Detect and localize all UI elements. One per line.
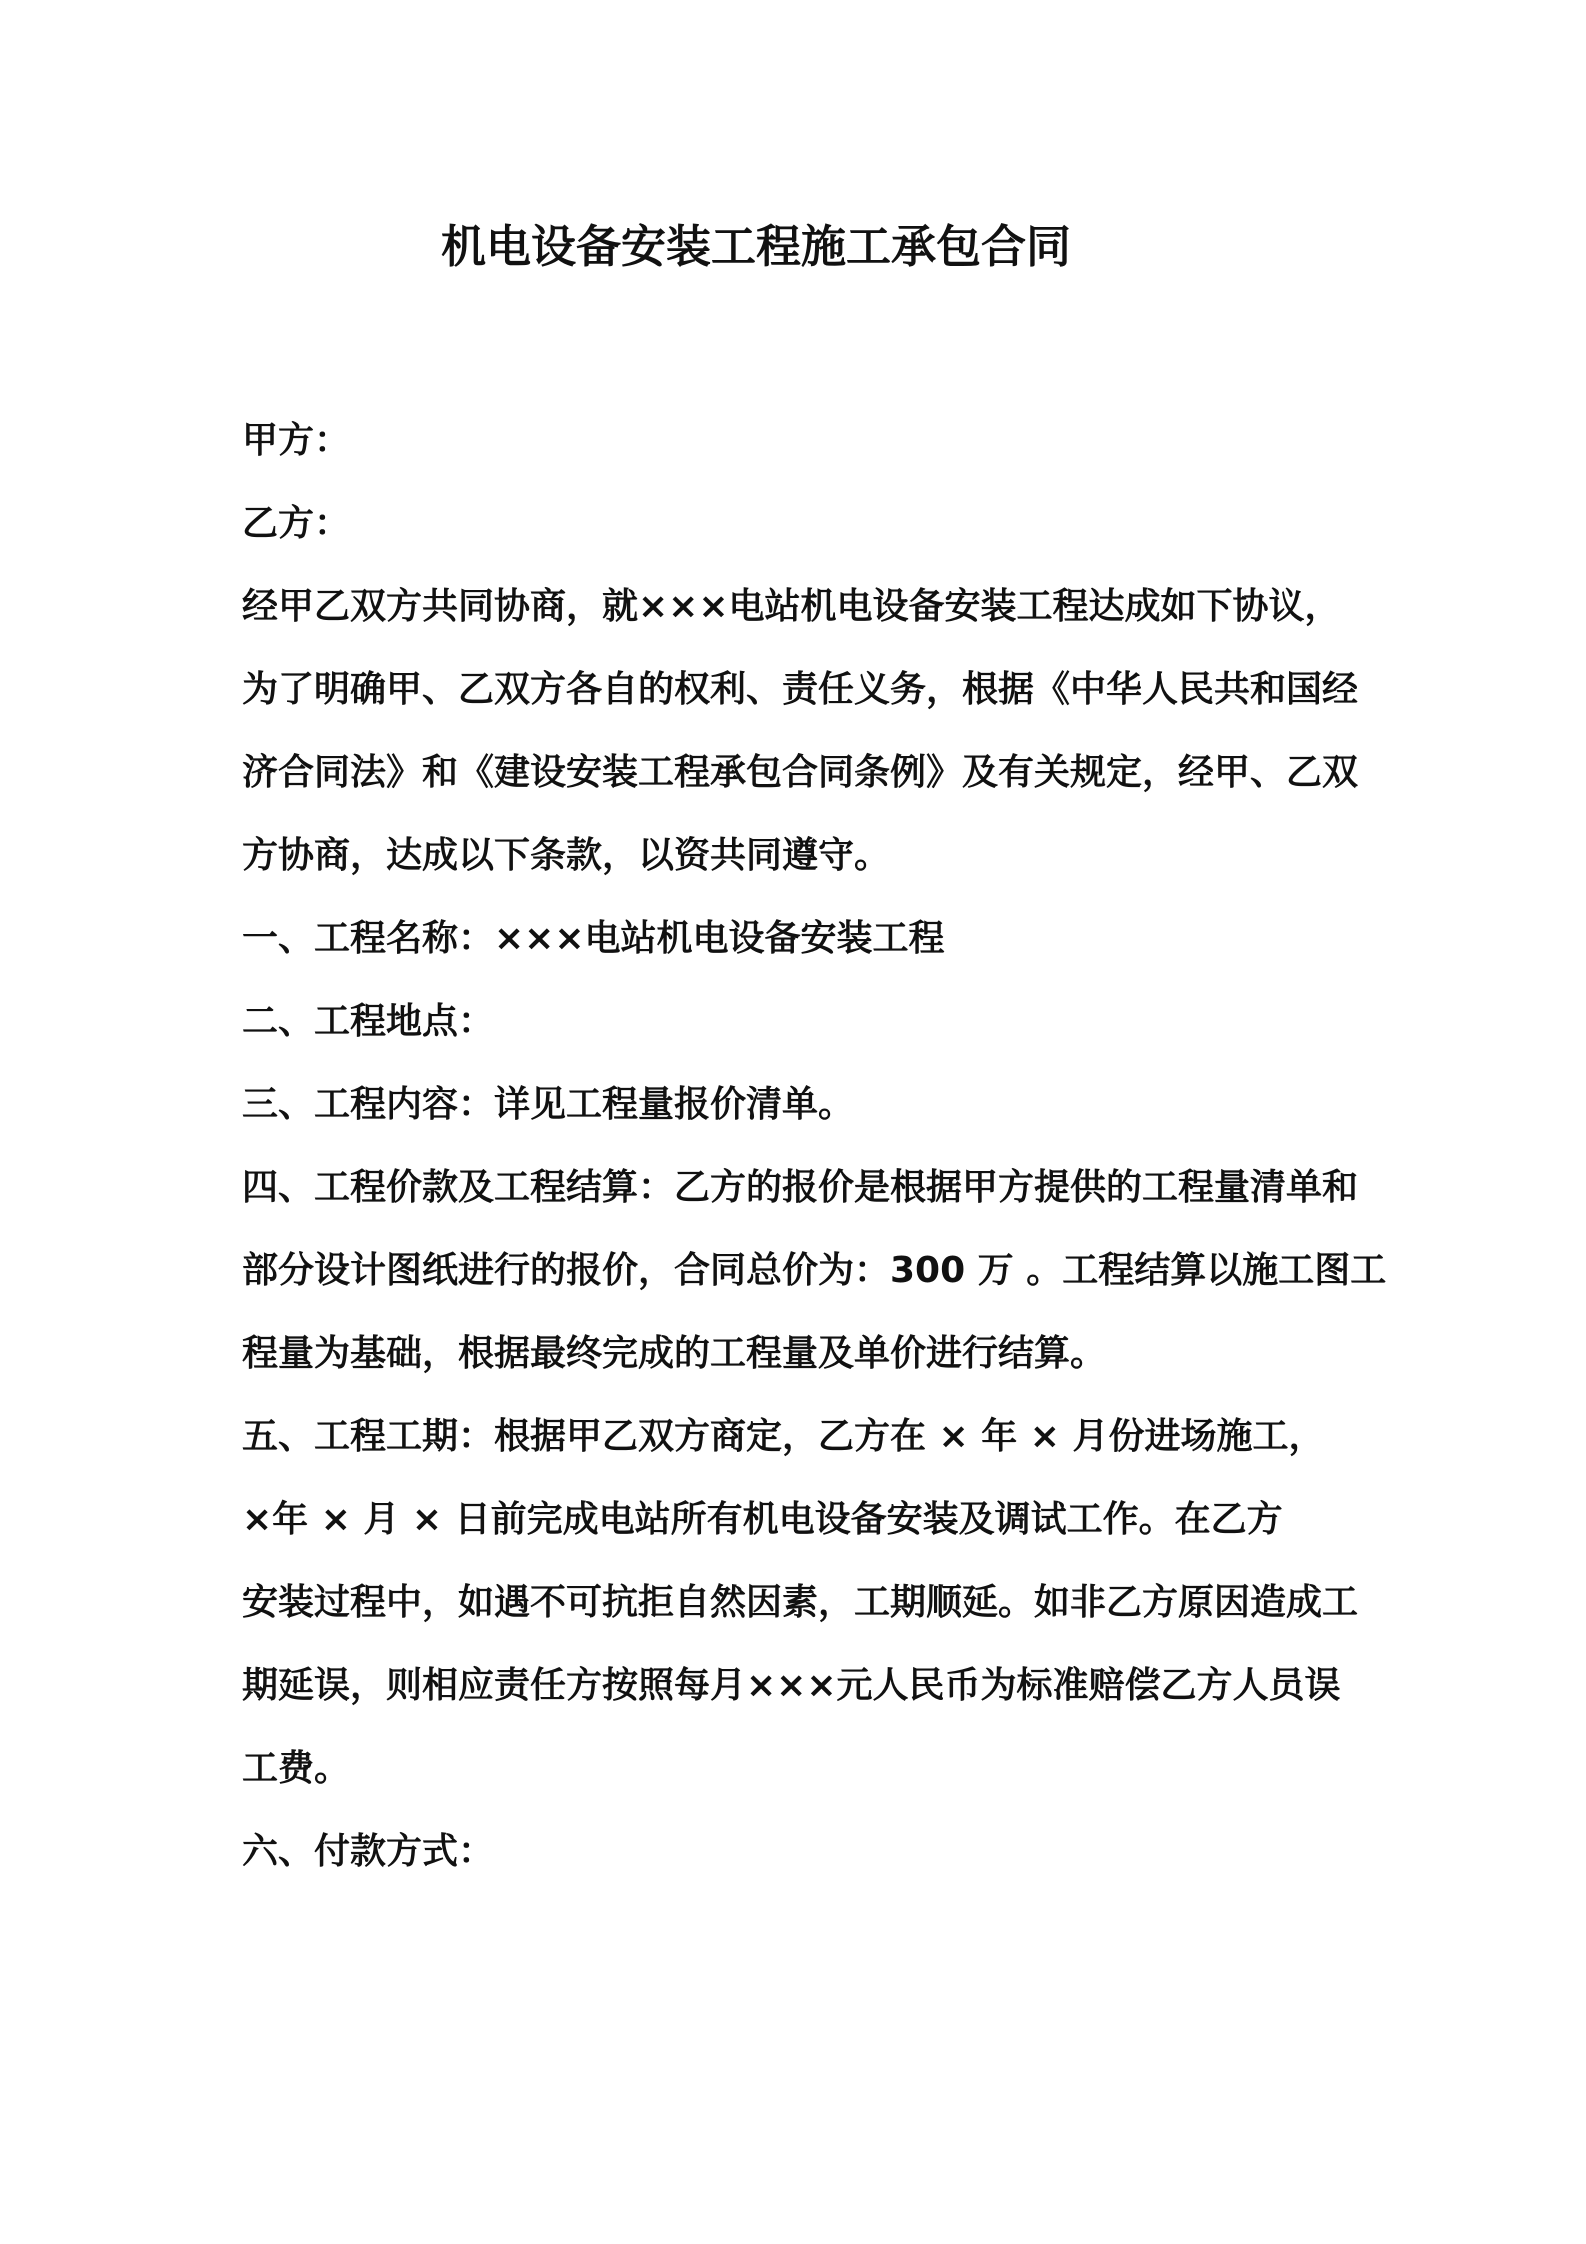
clause-5-line-5: 工费。	[242, 1748, 351, 1789]
clause-5-line-1: 五、工程工期：根据甲乙双方商定，乙方在 × 年 × 月份进场施工，	[242, 1416, 1325, 1457]
clause-1-project-name: 一、工程名称：×××电站机电设备安装工程	[242, 918, 945, 959]
preamble-line-1: 经甲乙双方共同协商，就×××电站机电设备安装工程达成如下协议，	[242, 586, 1341, 627]
preamble-line-4: 方协商，达成以下条款，以资共同遵守。	[242, 835, 891, 876]
clause-2-project-location: 二、工程地点：	[242, 1001, 495, 1042]
clause-5-line-3: 安装过程中，如遇不可抗拒自然因素，工期顺延。如非乙方原因造成工	[242, 1582, 1359, 1623]
clause-4-line-2: 部分设计图纸进行的报价，合同总价为：300 万 。工程结算以施工图工	[242, 1250, 1387, 1291]
party-a-line: 甲方：	[242, 420, 351, 461]
party-b-line: 乙方：	[242, 503, 351, 544]
clause-5-line-4: 期延误，则相应责任方按照每月×××元人民币为标准赔偿乙方人员误	[242, 1665, 1341, 1706]
clause-5-line-2: ×年 × 月 × 日前完成电站所有机电设备安装及调试工作。在乙方	[242, 1499, 1283, 1540]
clause-4-line-3: 程量为基础，根据最终完成的工程量及单价进行结算。	[242, 1333, 1107, 1374]
clause-6-payment-method: 六、付款方式：	[242, 1831, 495, 1872]
document-body	[242, 399, 1387, 1893]
clause-4-line-1: 四、工程价款及工程结算：乙方的报价是根据甲方提供的工程量清单和	[242, 1167, 1359, 1208]
preamble-line-2: 为了明确甲、乙双方各自的权利、责任义务，根据《中华人民共和国经	[242, 669, 1359, 710]
document-title: 机电设备安装工程施工承包合同	[440, 220, 1071, 273]
preamble-line-3: 济合同法》和《建设安装工程承包合同条例》及有关规定，经甲、乙双	[242, 752, 1359, 793]
clause-3-project-content: 三、工程内容：详见工程量报价清单。	[242, 1084, 855, 1125]
